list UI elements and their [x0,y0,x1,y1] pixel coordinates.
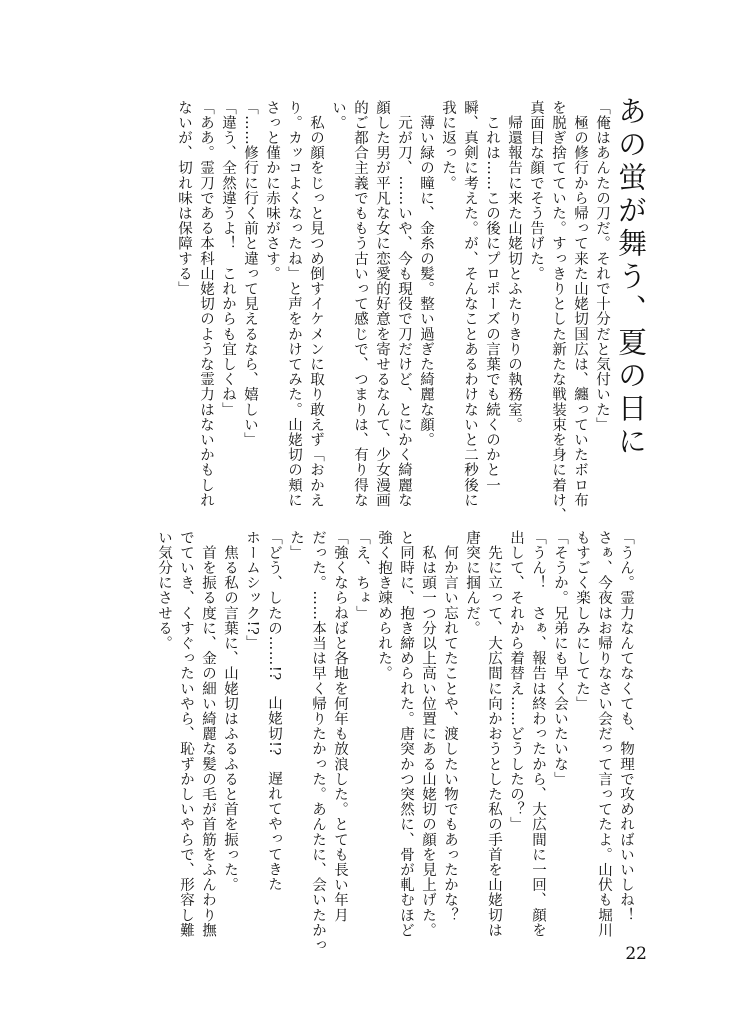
bottom-text-block [153,530,637,953]
text-line: 「そうか。兄弟にも早く会いたいな」 [552,530,568,787]
text-line: 強く抱き竦められた。 [376,530,392,681]
text-line: これは……この後にプロポーズの言葉でも続くのかと一 [484,100,500,493]
text-line: 「え、ちょ」 [354,530,370,621]
text-line: 「うん。霊力なんてなくても、物理で攻めればいいしね！ [618,530,634,923]
text-line: 私の顔をじっと見つめ倒すイケメンに取り敢えず「おかえ [308,100,324,508]
text-line: だった。……本当は早く帰りたかった。あんたに、会いたかっ [310,530,326,953]
text-line: さっと僅かに赤味がさす。 [264,100,280,282]
text-line: 帰還報告に来た山姥切とふたりきりの執務室。 [506,100,522,433]
text-line: 「うん！ さぁ、報告は終わったから、大広間に一回、顔を [530,530,546,938]
text-line: 的ご都合主義でももう古いって感じで、つまりは、有り得な [352,100,368,508]
text-line: 「ああ。霊刀である本科山姥切のような霊力はないかもしれ [198,100,214,508]
text-line: 元が刀、……いや、今も現役で刀だけど、とにかく綺麗な [396,100,412,508]
text-line: もすごく楽しみにしてた」 [574,530,590,712]
text-line: 真面目な顔でそう告げた。 [528,100,544,282]
text-line: 我に返った。 [440,100,456,191]
page-number: 22 [625,944,647,964]
text-line: ホームシック!?」 [244,530,260,651]
text-line: 「違う、全然違うよ！ これからも宜しくね」 [220,100,236,418]
story-title: あの蛍が舞う、夏の日に [614,96,648,459]
text-line: 極の修行から帰って来た山姥切国広は、纏っていたボロ布 [572,100,588,508]
text-line: 「俺はあんたの刀だ。それで十分だと気付いた」 [594,100,610,433]
text-line: い。 [330,100,346,131]
text-line: 出して、それから着替え……どうしたの？」 [508,530,524,832]
text-line: 顔した男が平凡な女に恋愛的好意を寄せるなんて、少女漫画 [374,100,390,508]
text-line: 私は頭一つ分以上高い位置にある山姥切の顔を見上げた。 [420,530,436,938]
text-line: 何か言い忘れてたことや、渡したい物でもあったかな？ [442,530,458,923]
text-line: 唐突に掴んだ。 [464,530,480,636]
text-line: を脱ぎ捨てていた。すっきりとした新たな戦装束を身に着け、 [550,100,566,523]
text-line: た」 [288,530,304,561]
text-line: 薄い緑の瞳に、金糸の髪。整い過ぎた綺麗な顔。 [418,100,434,448]
text-line: り。カッコよくなったね」と声をかけてみた。山姥切の頬に [286,100,302,508]
text-line: 「どう、したの……!? 山姥切!? 遅れてやってきた [266,530,282,892]
text-line: 「強くならねばと各地を何年も放浪した。とても長い年月 [332,530,348,923]
text-line: 「……修行に行く前と違って見えるなら、嬉しい」 [242,100,258,448]
text-line: と同時に、抱き締められた。唐突かつ突然に、骨が軋むほど [398,530,414,938]
text-line: い気分にさせる。 [156,530,172,651]
text-line: ないが、切れ味は保障する」 [176,100,192,297]
top-text-block [173,100,613,523]
text-line: 先に立って、大広間に向かおうとした私の手首を山姥切は [486,530,502,938]
text-line: 焦る私の言葉に、山姥切はふるふると首を振った。 [222,530,238,893]
text-line: 首を振る度に、金の細い綺麗な髪の毛が首筋をふんわり撫 [200,530,216,938]
text-line: でていき、くすぐったいやら、恥ずかしいやらで、形容し難 [178,530,194,938]
text-line: 瞬、真剣に考えた。が、そんなことあるわけないと二秒後に [462,100,478,508]
text-line: さぁ、今夜はお帰りなさい会だって言ってたよ。山伏も堀川 [596,530,612,938]
